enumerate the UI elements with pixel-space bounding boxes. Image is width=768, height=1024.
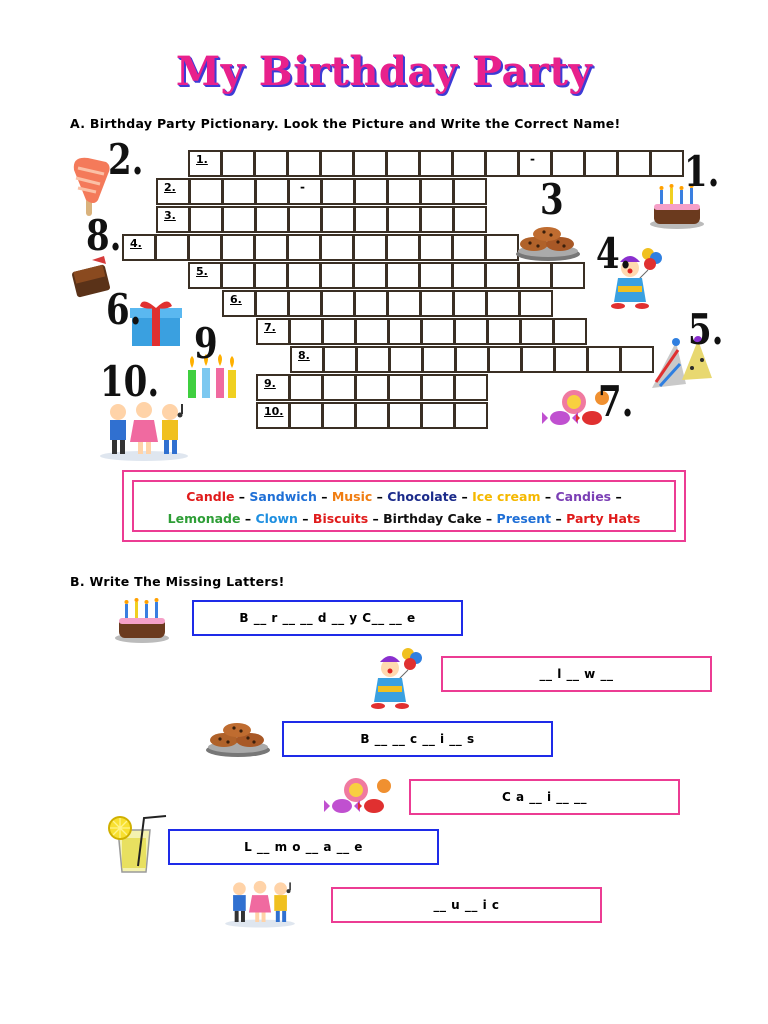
- crossword-cell[interactable]: [288, 290, 322, 317]
- word-bank-word: Ice cream: [472, 489, 541, 504]
- crossword-cell[interactable]: [255, 206, 289, 233]
- biscuits-icon: [514, 220, 582, 262]
- word-bank-line-1: [134, 489, 674, 504]
- children-music-icon: [96, 398, 192, 462]
- crossword-cell[interactable]: [421, 318, 455, 345]
- crossword-cell[interactable]: [587, 346, 621, 373]
- crossword-cell[interactable]: [452, 150, 486, 177]
- crossword-cell[interactable]: [386, 150, 420, 177]
- crossword-cell[interactable]: [353, 150, 387, 177]
- word-bank-word: Present: [496, 511, 552, 526]
- crossword-cell[interactable]: [355, 318, 389, 345]
- crossword-cell[interactable]: [287, 262, 321, 289]
- crossword-cell[interactable]: [453, 290, 487, 317]
- birthday-cake-icon: [112, 598, 172, 644]
- word-bank-line-2: [134, 511, 674, 526]
- picture-number-2: 2.: [108, 135, 144, 185]
- crossword-cell[interactable]: [222, 178, 256, 205]
- clown-icon: [360, 644, 426, 712]
- picture-number-9: 9: [194, 319, 218, 369]
- crossword-clue-number: 5.: [196, 265, 208, 278]
- crossword-cell[interactable]: [421, 402, 455, 429]
- crossword-cell[interactable]: [288, 178, 322, 205]
- crossword-cell[interactable]: [255, 290, 289, 317]
- picture-number-5: 5.: [688, 305, 724, 355]
- word-bank-word: Lemonade: [167, 511, 241, 526]
- crossword-clue-number: 7.: [264, 321, 276, 334]
- crossword-cell[interactable]: [453, 206, 487, 233]
- picture-number-8: 8.: [86, 211, 122, 261]
- word-bank-word: Clown: [255, 511, 298, 526]
- crossword-clue-number: 9.: [264, 377, 276, 390]
- crossword-cell[interactable]: [386, 262, 420, 289]
- word-bank-separator: –: [481, 511, 497, 526]
- crossword-cell[interactable]: [455, 346, 489, 373]
- crossword-cell[interactable]: [255, 178, 289, 205]
- crossword-cell[interactable]: [388, 374, 422, 401]
- crossword-cell[interactable]: [189, 206, 223, 233]
- crossword-cell[interactable]: [452, 234, 486, 261]
- crossword-cell[interactable]: [419, 262, 453, 289]
- crossword-cell[interactable]: [288, 206, 322, 233]
- word-bank-separator: –: [368, 511, 384, 526]
- crossword-cell[interactable]: [454, 374, 488, 401]
- crossword-cell[interactable]: [354, 290, 388, 317]
- crossword-clue-number: 1.: [196, 153, 208, 166]
- crossword-cell[interactable]: [386, 234, 420, 261]
- crossword-clue-number: 6.: [230, 293, 242, 306]
- crossword-cell[interactable]: [320, 234, 354, 261]
- crossword-cell[interactable]: [454, 402, 488, 429]
- crossword-cell[interactable]: [353, 234, 387, 261]
- crossword-cell[interactable]: [323, 346, 357, 373]
- lemonade-icon: [104, 814, 168, 874]
- word-bank-separator: –: [611, 489, 622, 504]
- missing-letters-box-candies[interactable]: C a __ i __ __: [409, 779, 680, 815]
- candies-icon: [322, 772, 394, 822]
- crossword-cell[interactable]: [221, 262, 255, 289]
- crossword-cell[interactable]: [322, 402, 356, 429]
- crossword-cell[interactable]: [254, 262, 288, 289]
- crossword-cell[interactable]: [353, 262, 387, 289]
- crossword-cell[interactable]: [551, 150, 585, 177]
- crossword-cell[interactable]: [420, 206, 454, 233]
- crossword-cell[interactable]: [354, 178, 388, 205]
- crossword-cell[interactable]: [387, 178, 421, 205]
- crossword-cell[interactable]: [222, 206, 256, 233]
- crossword-cell[interactable]: [322, 374, 356, 401]
- word-bank-separator: –: [297, 511, 313, 526]
- crossword-cell[interactable]: [320, 262, 354, 289]
- missing-letters-box-music[interactable]: __ u __ i c: [331, 887, 602, 923]
- crossword-cell[interactable]: [521, 346, 555, 373]
- crossword-cell[interactable]: [321, 178, 355, 205]
- crossword-cell[interactable]: [387, 290, 421, 317]
- crossword-cell[interactable]: [519, 290, 553, 317]
- crossword-cell[interactable]: [287, 150, 321, 177]
- word-bank-word: Music: [331, 489, 373, 504]
- crossword-cell[interactable]: [221, 150, 255, 177]
- word-bank-separator: –: [551, 511, 567, 526]
- section-b-heading: B. Write The Missing Latters!: [70, 574, 285, 589]
- word-bank-inner-border: [132, 480, 676, 532]
- crossword-cell[interactable]: [321, 290, 355, 317]
- crossword-cell[interactable]: [551, 262, 585, 289]
- missing-letters-box-biscuits[interactable]: B __ __ c __ i __ s: [282, 721, 553, 757]
- crossword-cell[interactable]: [354, 206, 388, 233]
- crossword-cell[interactable]: [584, 150, 618, 177]
- word-bank-separator: –: [316, 489, 332, 504]
- crossword-cell[interactable]: [221, 234, 255, 261]
- crossword-cell[interactable]: [388, 318, 422, 345]
- crossword-cell[interactable]: [287, 234, 321, 261]
- crossword-cell[interactable]: [487, 318, 521, 345]
- crossword-cell[interactable]: [356, 346, 390, 373]
- picture-number-3: 3: [540, 175, 564, 225]
- crossword-cell[interactable]: [254, 234, 288, 261]
- crossword-cell[interactable]: [320, 150, 354, 177]
- crossword-cell[interactable]: [454, 318, 488, 345]
- crossword-cell[interactable]: [486, 290, 520, 317]
- crossword-clue-number: 3.: [164, 209, 176, 222]
- word-bank: [122, 470, 686, 542]
- crossword-cell[interactable]: [189, 178, 223, 205]
- crossword-cell[interactable]: [452, 262, 486, 289]
- picture-number-1: 1.: [684, 147, 720, 197]
- crossword-cell[interactable]: [518, 150, 552, 177]
- word-bank-separator: –: [372, 489, 388, 504]
- crossword-clue-number: 8.: [298, 349, 310, 362]
- word-bank-word: Sandwich: [249, 489, 317, 504]
- crossword-cell[interactable]: [388, 402, 422, 429]
- crossword-cell[interactable]: [453, 178, 487, 205]
- missing-letters-box-cake[interactable]: B __ r __ __ d __ y C__ __ e: [192, 600, 463, 636]
- crossword-cell[interactable]: [155, 234, 189, 261]
- crossword-clue-number: 4.: [130, 237, 142, 250]
- crossword-cell[interactable]: [617, 150, 651, 177]
- crossword-cell[interactable]: [289, 402, 323, 429]
- crossword-cell[interactable]: [389, 346, 423, 373]
- word-bank-word: Candies: [555, 489, 612, 504]
- word-bank-word: Candle: [186, 489, 235, 504]
- missing-letters-box-clown[interactable]: __ l __ w __: [441, 656, 712, 692]
- word-bank-word: Birthday Cake: [383, 511, 482, 526]
- word-bank-separator: –: [234, 489, 250, 504]
- crossword-cell[interactable]: [419, 234, 453, 261]
- crossword-cell[interactable]: [520, 318, 554, 345]
- section-a-heading: A. Birthday Party Pictionary. Look the Picture and Write the Correct Name!: [70, 116, 621, 131]
- crossword-cell[interactable]: [321, 206, 355, 233]
- crossword-clue-number: 2.: [164, 181, 176, 194]
- crossword-cell[interactable]: [420, 178, 454, 205]
- crossword-cell[interactable]: [355, 402, 389, 429]
- picture-number-7: 7.: [598, 377, 634, 427]
- crossword-cell[interactable]: [420, 290, 454, 317]
- crossword-dash: -: [300, 180, 305, 194]
- crossword-cell[interactable]: [650, 150, 684, 177]
- picture-number-6: 6.: [106, 285, 142, 335]
- picture-number-10: 10.: [100, 357, 160, 407]
- biscuits-icon: [204, 716, 272, 758]
- crossword-cell[interactable]: [387, 206, 421, 233]
- picture-number-4: 4.: [596, 229, 632, 279]
- crossword-cell[interactable]: [289, 318, 323, 345]
- word-bank-word: Biscuits: [312, 511, 369, 526]
- crossword-cell[interactable]: [554, 346, 588, 373]
- word-bank-word: Chocolate: [387, 489, 458, 504]
- page-title: My Birthday Party: [175, 48, 593, 95]
- crossword-cell[interactable]: [421, 374, 455, 401]
- crossword-cell[interactable]: [289, 374, 323, 401]
- crossword-cell[interactable]: [254, 150, 288, 177]
- crossword-cell[interactable]: [485, 150, 519, 177]
- crossword-cell[interactable]: [419, 150, 453, 177]
- word-bank-word: Party Hats: [566, 511, 641, 526]
- crossword-cell[interactable]: [188, 234, 222, 261]
- crossword-clue-number: 10.: [264, 405, 284, 418]
- word-bank-separator: –: [240, 511, 256, 526]
- crossword-cell[interactable]: [553, 318, 587, 345]
- crossword-cell[interactable]: [355, 374, 389, 401]
- missing-letters-box-lemonade[interactable]: L __ m o __ a __ e: [168, 829, 439, 865]
- crossword-cell[interactable]: [485, 262, 519, 289]
- children-music-icon: [222, 876, 298, 930]
- crossword-cell[interactable]: [518, 262, 552, 289]
- crossword-dash: -: [530, 152, 535, 166]
- crossword-cell[interactable]: [488, 346, 522, 373]
- word-bank-separator: –: [540, 489, 556, 504]
- crossword-cell[interactable]: [322, 318, 356, 345]
- crossword-cell[interactable]: [422, 346, 456, 373]
- word-bank-separator: –: [457, 489, 473, 504]
